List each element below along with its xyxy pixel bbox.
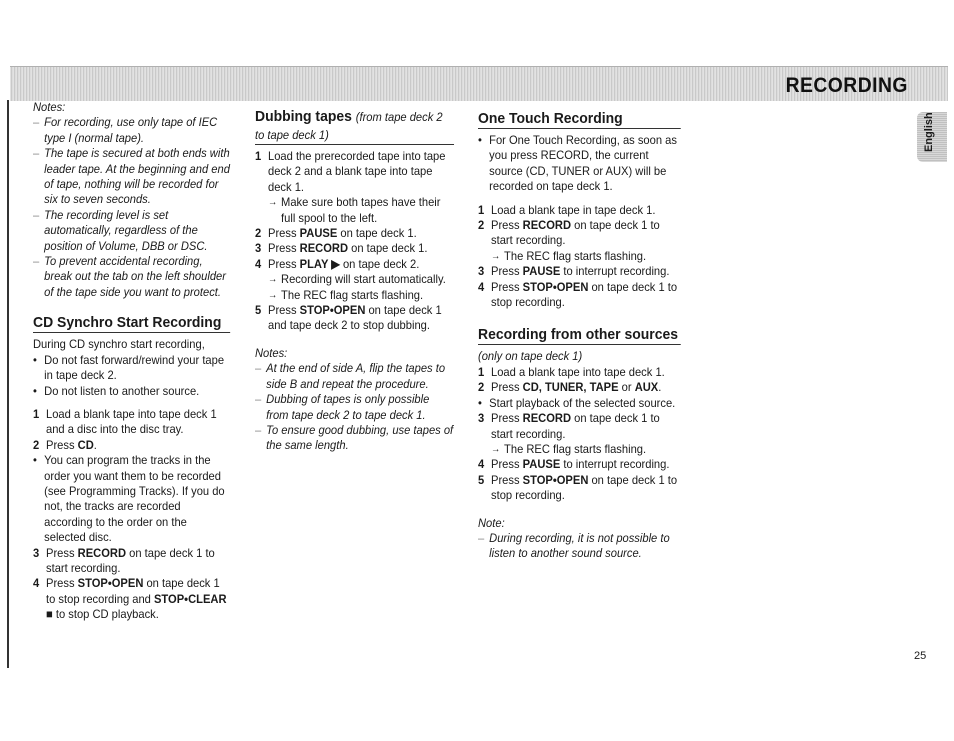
result-text: → The REC flag starts flashing. bbox=[491, 249, 681, 264]
column-middle bbox=[255, 108, 454, 454]
step-1: 1 Load a blank tape in tape deck 1. bbox=[478, 202, 656, 217]
note-item: – The tape is secured at both ends with leader tape. At the beginning and end of tape, nothing will be recorded for six to seven seconds. bbox=[33, 146, 230, 208]
notes-label: Notes: bbox=[33, 100, 66, 114]
result-text: → Make sure both tapes have their full spool to the left. bbox=[268, 195, 454, 226]
section-heading-cd-synchro: CD Synchro Start Recording bbox=[33, 314, 230, 333]
note-item: – At the end of side A, flip the tapes to side B and repeat the procedure. bbox=[255, 361, 454, 392]
note-item: – During recording, it is not possible to listen to another sound source. bbox=[478, 531, 681, 562]
note-item: – To ensure good dubbing, use tapes of the same length. bbox=[255, 423, 454, 454]
bullet-item: • For One Touch Recording, as soon as you press RECORD, the current source (CD, TUNER or AUX) will be recorded on tape deck 1. bbox=[478, 133, 681, 195]
bullet-item: • You can program the tracks in the order you want them to be recorded (see Programming Tracks). If you do not, the tracks are recorded according to the order on the selected disc. bbox=[33, 453, 230, 545]
section-heading-dubbing: Dubbing tapes (from tape deck 2 to tape deck 1) bbox=[255, 108, 454, 145]
section-heading-other-sources: Recording from other sources bbox=[478, 326, 681, 345]
step-3: 3 Press PAUSE to interrupt recording. bbox=[478, 264, 670, 279]
language-tab bbox=[917, 112, 947, 162]
step-2: 2 Press RECORD on tape deck 1 to start recording. bbox=[478, 218, 660, 248]
step-4: 4 Press STOP•OPEN on tape deck 1 to stop recording. bbox=[478, 279, 678, 310]
page-number: 25 bbox=[914, 650, 927, 662]
bullet-item: • Do not fast forward/rewind your tape in tape deck 2. bbox=[33, 353, 230, 384]
step-3: 3 Press RECORD on tape deck 1 to start recording. bbox=[33, 545, 215, 575]
step-3: 3 Press RECORD on tape deck 1. bbox=[255, 241, 428, 256]
step-1: 1 Load the prerecorded tape into tape deck 2 and a blank tape into tape deck 1. bbox=[255, 149, 446, 194]
bullet-item: • Start playback of the selected source. bbox=[478, 396, 681, 411]
result-text: → The REC flag starts flashing. bbox=[268, 288, 454, 303]
intro-text: During CD synchro start recording, bbox=[33, 337, 205, 352]
step-4: 4 Press PAUSE to interrupt recording. bbox=[478, 457, 670, 472]
notes-label: Notes: bbox=[255, 345, 288, 360]
step-2: 2 Press PAUSE on tape deck 1. bbox=[255, 226, 417, 241]
language-tab-label: English bbox=[923, 112, 935, 152]
bullet-item: • Do not listen to another source. bbox=[33, 384, 230, 399]
step-4: 4 Press STOP•OPEN on tape deck 1 to stop recording and STOP•CLEAR ■ to stop CD playback. bbox=[33, 576, 227, 622]
result-text: → The REC flag starts flashing. bbox=[491, 442, 681, 457]
step-5: 5 Press STOP•OPEN on tape deck 1 and tape deck 2 to stop dubbing. bbox=[255, 303, 442, 333]
step-1: 1 Load a blank tape into tape deck 1. bbox=[478, 364, 665, 379]
note-item: – For recording, use only tape of IEC type I (normal tape). bbox=[33, 115, 230, 146]
note-item: – The recording level is set automatically, regardless of the position of Volume, DBB or DSC. bbox=[33, 208, 230, 254]
step-1: 1 Load a blank tape into tape deck 1 and a disc into the disc tray. bbox=[33, 406, 217, 437]
step-2: 2 Press CD, TUNER, TAPE or AUX. bbox=[478, 380, 662, 395]
section-subheading: (only on tape deck 1) bbox=[478, 349, 583, 364]
result-text: → Recording will start automatically. bbox=[268, 272, 454, 287]
step-3: 3 Press RECORD on tape deck 1 to start recording. bbox=[478, 411, 660, 441]
margin-rule bbox=[7, 100, 9, 668]
note-item: – Dubbing of tapes is only possible from tape deck 2 to tape deck 1. bbox=[255, 392, 454, 423]
page-title: RECORDING bbox=[785, 74, 908, 97]
step-5: 5 Press STOP•OPEN on tape deck 1 to stop recording. bbox=[478, 472, 678, 503]
note-item: – To prevent accidental recording, break out the tab on the left shoulder of the tape side you want to protect. bbox=[33, 254, 230, 300]
column-left bbox=[33, 100, 230, 623]
column-right bbox=[478, 110, 681, 562]
note-label: Note: bbox=[478, 515, 505, 530]
section-heading-one-touch: One Touch Recording bbox=[478, 110, 681, 129]
step-2: 2 Press CD. bbox=[33, 437, 97, 452]
step-4: 4 Press PLAY ▶ on tape deck 2. bbox=[255, 256, 420, 271]
